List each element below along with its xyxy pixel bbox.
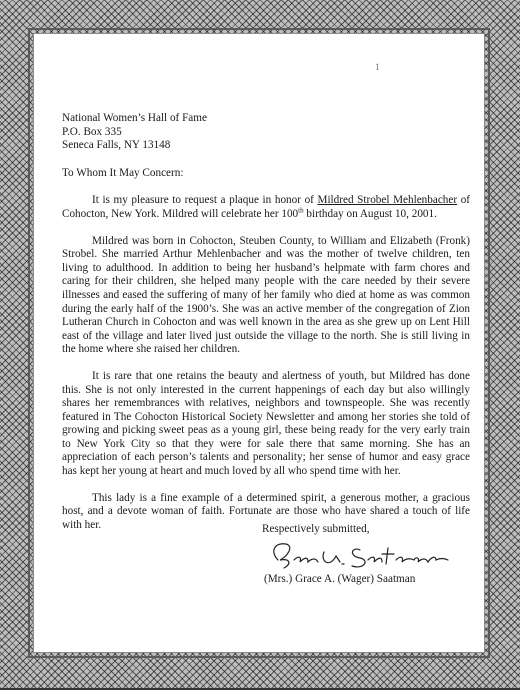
honoree-name: Mildred Strobel Mehlenbacher	[317, 194, 458, 207]
paragraph-biography: Mildred was born in Cohocton, Steuben County, to William and Elizabeth (Fronk) Strobel. She married Arthur Mehlenbacher and was the mother of twelve children, ten living to adulthood. In addition to being her husband’s helpmate with farm chores and caring for their children, she helped many people with the care needed by their severe illnesses and eased the suffering of many of her family who died at home as was common during the early half of the 1900’s. She was an active member of the congregation of Zion Lutheran Church in Cohocton and was well known in the area as she grew up on Lent Hill east of the village and later lived just outside the village to the north. She is still living in the home where she raised her children.	[62, 234, 470, 356]
handwritten-signature	[264, 538, 464, 572]
corner-mark: 1	[375, 62, 380, 72]
paragraph-text: It is my pleasure to request a plaque in honor of	[92, 194, 318, 207]
bottom-edge	[0, 688, 520, 698]
address-line: P.O. Box 335	[62, 125, 122, 138]
paragraph-text: birthday on August 10, 2001.	[303, 207, 437, 220]
ordinal-suffix: th	[298, 206, 304, 215]
signer-name: (Mrs.) Grace A. (Wager) Saatman	[264, 573, 416, 585]
recipient-address	[62, 112, 470, 153]
address-line: National Women’s Hall of Fame	[62, 112, 207, 124]
salutation: To Whom It May Concern:	[62, 166, 184, 179]
paragraph-conclusion: This lady is a fine example of a determined spirit, a generous mother, a gracious host, and a devote woman of faith. Fortunate are those who have shared a touch of life with her.	[62, 491, 470, 531]
letter-body	[62, 112, 470, 532]
paragraph-character: It is rare that one retains the beauty and alertness of youth, but Mildred has done this. She is not only interested in the current happenings of each day but also willingly shares her remembrances with relatives, neighbors and townspeople. She was recently featured in The Cohocton Historical Society Newsletter and among her stories she told of growing and picking sweet peas as a young girl, these being ready for the very early train to New York City so that they were for sale there that same morning. She has an appreciation of each person’s talents and personality; her sense of humor and easy grace has kept her young at heart and much loved by all who spend time with her.	[62, 369, 470, 478]
paragraph-text: of Cohocton, New York. Mildred will celebrate her 100	[62, 194, 471, 220]
closing: Respectively submitted,	[262, 523, 370, 535]
paragraph-request	[62, 194, 470, 221]
address-line: Seneca Falls, NY 13148	[62, 139, 171, 152]
